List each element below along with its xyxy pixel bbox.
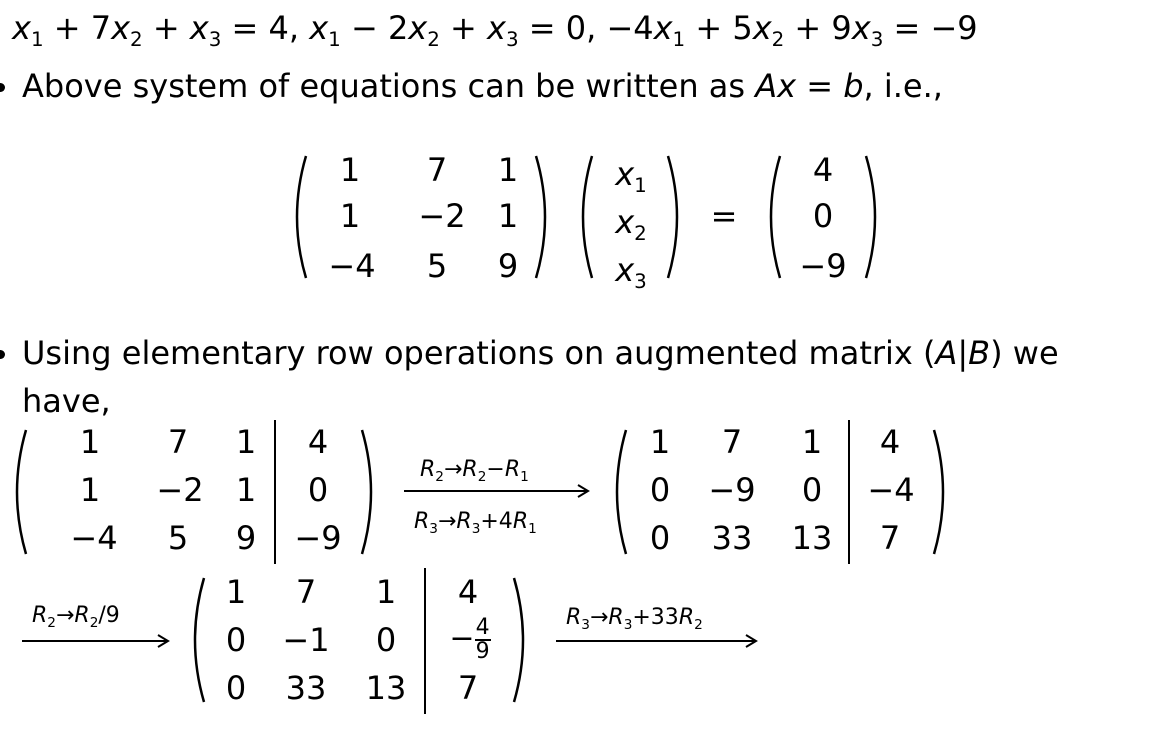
row-op-1-arrow [404,484,592,498]
row-op-3-arrow [556,634,762,648]
vector-x-entry: $x_2$ [615,203,647,245]
aug2-rhs: 4 [879,423,901,461]
aug3-divider [424,568,426,714]
aug3-rhs: 7 [457,669,479,707]
row-op-2-arrow [22,634,172,648]
aug2-cell: 0 [649,471,671,509]
aug1-cell: 1 [79,423,101,461]
bullet-marker-1 [0,83,5,92]
aug1-cell: −2 [156,471,204,509]
vector-b-entry: 4 [812,151,834,189]
aug3-rhs-fraction: − $\frac{4}{9}$ [449,614,490,664]
matrix-a-cell: 5 [426,247,448,285]
matrix-a-cell: 1 [497,197,519,235]
vector-b-right-paren [862,154,886,280]
matrix-a-cell: −2 [418,197,466,235]
vector-x-entry: $x_3$ [615,251,647,293]
aug2-cell: 7 [721,423,743,461]
aug2-left-paren [606,428,630,556]
aug1-cell: 9 [235,519,257,557]
aug2-right-paren [930,428,954,556]
aug3-cell: 1 [225,573,247,611]
aug3-cell: 0 [225,621,247,659]
aug2-divider [848,420,850,564]
aug3-right-paren [510,576,534,704]
system-of-equations: $x_1 + 7x_2 + x_3 = 4$, $x_1 - 2x_2 + x_3 = 0$, $-4x_1 + 5x_2 + 9x_3 = -9$ [12,9,978,51]
bullet-marker-2 [0,350,5,359]
aug1-cell: 1 [235,423,257,461]
aug3-cell: 33 [285,669,327,707]
matrix-a-cell: −4 [328,247,376,285]
bullet-text-2-line2: have, [22,382,111,420]
aug1-divider [274,420,276,564]
vector-x-entry: $x_1$ [615,155,647,197]
aug3-cell: 1 [375,573,397,611]
aug2-cell: 1 [649,423,671,461]
aug2-cell: 1 [801,423,823,461]
bullet-text-1: Above system of equations can be written as Ax = b, i.e., [22,67,943,105]
aug3-cell: 0 [225,669,247,707]
vector-b-left-paren [760,154,784,280]
aug2-cell: −9 [708,471,756,509]
row-op-3-label: $R_3\to R_3+33R_2$ [566,605,703,633]
aug3-cell: 7 [295,573,317,611]
aug2-cell: 13 [791,519,833,557]
matrix-a-cell: 1 [339,151,361,189]
aug2-rhs: 7 [879,519,901,557]
aug2-cell: 33 [711,519,753,557]
aug1-cell: 1 [235,471,257,509]
row-op-1-bottom: $R_3\to R_3+4R_1$ [414,509,537,537]
matrix-a-cell: 7 [426,151,448,189]
matrix-a-cell: 9 [497,247,519,285]
aug1-left-paren [6,428,30,556]
aug3-cell: 13 [365,669,407,707]
vector-b-entry: 0 [812,197,834,235]
vector-b-entry: −9 [799,247,847,285]
aug3-rhs: 4 [457,573,479,611]
aug1-right-paren [358,428,382,556]
aug1-cell: −4 [70,519,118,557]
aug3-cell: 0 [375,621,397,659]
aug3-left-paren [184,576,208,704]
aug1-cell: 5 [167,519,189,557]
row-op-1-top: $R_2\to R_2-R_1$ [420,457,529,485]
aug1-cell: 1 [79,471,101,509]
aug1-rhs: −9 [294,519,342,557]
matrix-a-right-paren [532,154,556,280]
aug3-cell: −1 [282,621,330,659]
aug2-rhs: −4 [867,471,915,509]
aug1-rhs: 4 [307,423,329,461]
vector-x-right-paren [664,154,688,280]
matrix-a-cell: 1 [339,197,361,235]
aug1-cell: 7 [167,423,189,461]
vector-x-left-paren [572,154,596,280]
aug1-rhs: 0 [307,471,329,509]
bullet-text-2-line1: Using elementary row operations on augmented matrix (A|B) we [22,334,1059,372]
aug2-cell: 0 [649,519,671,557]
matrix-a-cell: 1 [497,151,519,189]
row-op-2-label: $R_2\to R_2/9$ [32,603,120,631]
equals-sign: = [710,197,738,235]
aug2-cell: 0 [801,471,823,509]
matrix-a-left-paren [286,154,310,280]
